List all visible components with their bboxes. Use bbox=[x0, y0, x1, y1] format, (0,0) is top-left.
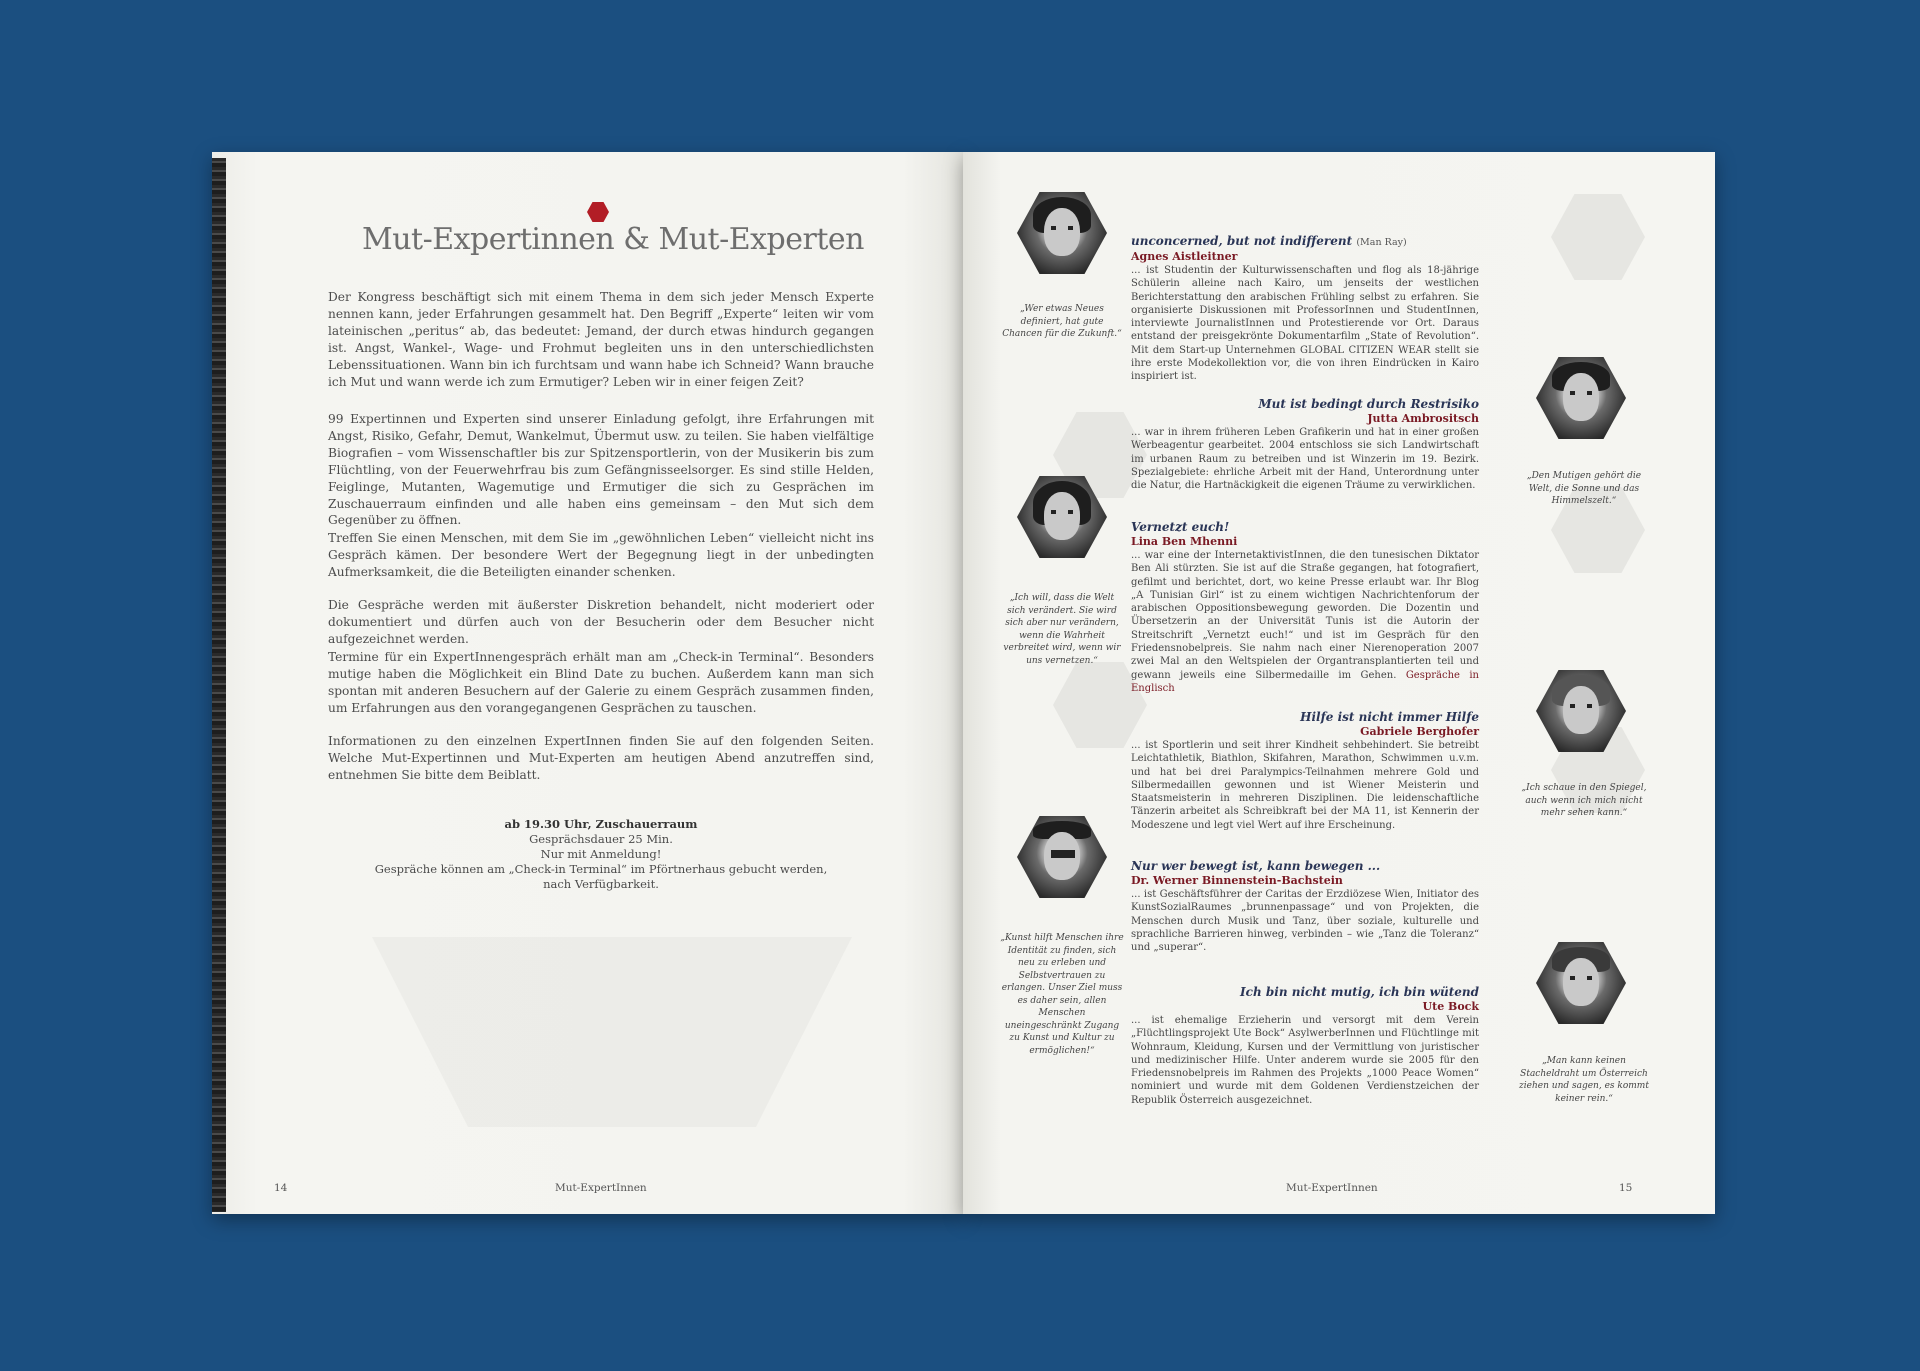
portrait-quote: „Kunst hilft Menschen ihre Identität zu finden, sich neu zu erleben und Selbstvertrauen zu erlangen. Unser Ziel muss es daher sein, allen Menschen uneingeschränkt Zugang zu Kunst und Kultur zu ermöglichen!“ bbox=[1000, 933, 1124, 1056]
entry-headline: unconcerned, but not indifferent bbox=[1131, 234, 1353, 248]
show-through-shape bbox=[372, 937, 852, 1127]
page-number-right: 15 bbox=[1619, 1182, 1633, 1194]
intro-paragraph-1: Der Kongress beschäftigt sich mit einem Thema in dem sich jeder Mensch Experte nennen kann, jeder Erfahrungen gesammelt hat. Den Begriff „Experte“ leiten wir vom lateinischen „peritus“ ab, das bedeutet: Jemand, der durch etwas hindurch gegangen ist. Angst, Wankel-, Wage- und Frohmut begleiten uns in den unterschiedlichsten Lebenssituationen. Wann bin ich furchtsam und wann habe ich Schneid? Wann brauche ich Mut und wann werde ich zum Ermutiger? Leben wir in einer feigen Zeit? bbox=[328, 290, 874, 389]
expert-name: Agnes Aistleitner bbox=[1131, 250, 1238, 263]
intro-paragraph-4: Die Gespräche werden mit äußerster Diskretion behandelt, nicht moderiert oder dokumentiert und dürfen auch von der Besucherin oder dem Besucher nicht aufgezeichnet werden. bbox=[328, 598, 874, 646]
entry-headline: Mut ist bedingt durch Restrisiko bbox=[1258, 397, 1479, 411]
portrait-photo bbox=[1536, 942, 1626, 1024]
expert-name: Ute Bock bbox=[1422, 1000, 1479, 1013]
entry-headline: Nur wer bewegt ist, kann bewegen ... bbox=[1131, 859, 1381, 873]
expert-description: ... war in ihrem früheren Leben Grafikerin und hat in einer großen Werbeagentur gearbeitet. 2004 entschloss sie sich Landwirtschaft im urbanen Raum zu betreiben und ist Winzerin im 19. Bezirk. Spezialgebiete: ehrliche Arbeit mit der Hand, Unterordnung unter die Natur, die Hartnäckigkeit die eigenen Träume zu verwirklichen. bbox=[1131, 427, 1479, 492]
portrait-quote: „Ich will, dass die Welt sich verändert. Sie wird sich aber nur verändern, wenn die Wahrheit verbreitet wird, wenn wir uns vernetzen.“ bbox=[1003, 593, 1121, 666]
intro-paragraph-3: Treffen Sie einen Menschen, mit dem Sie im „gewöhnlichen Leben“ vielleicht nicht ins Gespräch kämen. Der besondere Wert der Begegnung liegt in der unbedingten Aufmerksamkeit, die die Beteiligten einander schenken. bbox=[328, 531, 874, 579]
expert-entry bbox=[1131, 859, 1479, 954]
language-note: Gespräche in Englisch bbox=[1131, 669, 1479, 694]
portrait-quote: „Wer etwas Neues definiert, hat gute Chancen für die Zukunft.“ bbox=[1002, 304, 1122, 339]
entry-headline: Ich bin nicht mutig, ich bin wütend bbox=[1240, 985, 1479, 999]
expert-entry bbox=[1131, 397, 1479, 492]
expert-description: ... ist Studentin der Kulturwissenschaften und flog als 18-jährige Schülerin alleine nach Kairo, um jenseits der westlichen Berichterstattung den arabischen Frühling selbst zu erfahren. Sie organisierte Diskussionen mit ProfessorInnen und StudentInnen, interviewte JournalistInnen und Protestierende vor Ort. Daraus entstand der preisgekrönte Dokumentarfilm „State of Revolution“. Mit dem Start-up Unternehmen GLOBAL CITIZEN WEAR stellt sie ihre erste Modekollektion vor, die von ihren Eindrücken in Kairo inspiriert ist. bbox=[1131, 265, 1479, 383]
event-registration: Nur mit Anmeldung! bbox=[540, 847, 662, 861]
entry-headline: Hilfe ist nicht immer Hilfe bbox=[1300, 710, 1479, 724]
event-booking: Gespräche können am „Check-in Terminal“ im Pförtnerhaus gebucht werden, bbox=[374, 862, 828, 876]
expert-description: ... ist Sportlerin und seit ihrer Kindheit sehbehindert. Sie betreibt Leichtathletik, Biathlon, Skifahren, Marathon, Schwimmen u.v.m. und hat bei drei Paralympics-Teilnahmen mehrere Gold und Silbermedaillen gewonnen und ist Wiener Meisterin und Staatsmeisterin in mehreren Disziplinen. Die leidenschaftliche Tänzerin arbeitet als Schreibkraft bei der MA 11, ist Kennerin der Modeszene und legt viel Wert auf ihre Erscheinung. bbox=[1131, 740, 1479, 831]
portrait-photo bbox=[1536, 357, 1626, 439]
portrait-photo bbox=[1017, 192, 1107, 274]
portrait-photo bbox=[1017, 816, 1107, 898]
running-footer-right: Mut-ExpertInnen bbox=[1286, 1182, 1378, 1194]
event-availability: nach Verfügbarkeit. bbox=[543, 877, 659, 891]
show-through-hexagon bbox=[1551, 194, 1645, 280]
expert-name: Lina Ben Mhenni bbox=[1131, 535, 1238, 548]
right-page bbox=[963, 152, 1715, 1214]
portrait-quote: „Ich schaue in den Spiegel, auch wenn ich mich nicht mehr sehen kann.“ bbox=[1521, 783, 1647, 818]
event-time-place: ab 19.30 Uhr, Zuschauerraum bbox=[504, 817, 698, 831]
event-duration: Gesprächsdauer 25 Min. bbox=[529, 832, 673, 846]
expert-name: Dr. Werner Binnenstein-Bachstein bbox=[1131, 874, 1343, 887]
page-number-left: 14 bbox=[274, 1182, 288, 1194]
page-edge-photo-strip bbox=[212, 158, 226, 1212]
expert-entry bbox=[1131, 985, 1479, 1107]
expert-entry bbox=[1131, 520, 1479, 695]
expert-entry bbox=[1131, 234, 1479, 384]
entry-headline-source: (Man Ray) bbox=[1356, 237, 1407, 248]
portrait-quote: „Man kann keinen Stacheldraht um Österreich ziehen und sagen, es kommt keiner rein.“ bbox=[1519, 1056, 1649, 1104]
red-hexagon-icon bbox=[587, 202, 609, 222]
intro-paragraph-2: 99 Expertinnen und Experten sind unserer Einladung gefolgt, ihre Erfahrungen mit Angst, Risiko, Gefahr, Demut, Wankelmut, Übermut usw. zu teilen. Sie haben vielfältige Biografien – vom Wissenschaftler bis zur Spitzensportlerin, von der Musikerin bis zum Flüchtling, von der Feuerwehrfrau bis zum Gefängnisseelsorger. Es sind stille Helden, Feiglinge, Mutanten, Wagemutige und Ermutiger die sich zu Gesprächen im Zuschauerraum einfinden und alle haben eins gemeinsam – den Mut sich dem Gegenüber zu öffnen. bbox=[328, 412, 874, 528]
magazine-spread bbox=[212, 152, 1715, 1214]
expert-description: ... war eine der InternetaktivistInnen, die den tunesischen Diktator Ben Ali stürzten. Sie ist auf die Straße gegangen, hat fotografiert, gefilmt und berichtet, dort, wo keine Presse erlaubt war. Ihr Blog „A Tunisian Girl“ ist zu einem wichtigen Nachrichtenforum der arabischen Oppositionsbewegung geworden. Die Dozentin und Übersetzerin an der Universität Tunis ist die Autorin der Streitschrift „Vernetzt euch!“ und ist im Gespräch für den Friedensnobelpreis. Sie nahm nach einer Nierenoperation 2007 zwei Mal an den Weltspielen der Organtransplantierten teil und gewann jeweils eine Silbermedaille im Gehen. bbox=[1131, 550, 1479, 681]
intro-paragraph-5: Termine für ein ExpertInnengespräch erhält man am „Check-in Terminal“. Besonders mutige haben die Möglichkeit ein Blind Date zu buchen. Außerdem kann man sich spontan mit anderen Besuchern auf der Galerie zu einem Gespräch zusammen finden, um Erfahrungen aus den vorangegangenen Gesprächen zu tauschen. bbox=[328, 650, 874, 715]
event-info bbox=[328, 817, 874, 892]
expert-description: ... ist ehemalige Erzieherin und versorgt mit dem Verein „Flüchtlingsprojekt Ute Bock“ AsylwerberInnen und Flüchtlinge mit Wohnraum, Kleidung, Kursen und der Vermittlung von juristischer und medizinischer Hilfe. Unter anderem wurde sie 2005 für den Friedensnobelpreis im Rahmen des Projekts „1000 Peace Women“ nominiert und wurde mit dem Goldenen Verdienstzeichen der Republik Österreich ausgezeichnet. bbox=[1131, 1015, 1479, 1106]
expert-name: Jutta Ambrositsch bbox=[1367, 412, 1479, 425]
entry-headline: Vernetzt euch! bbox=[1131, 520, 1230, 534]
expert-description: ... ist Geschäftsführer der Caritas der Erzdiözese Wien, Initiator des KunstSozialRaumes „brunnenpassage“ und von Projekten, die Menschen durch Musik und Tanz, über soziale, kulturelle und sprachliche Barrieren hinweg, verbinden – wie „Tanz die Toleranz“ und „superar“. bbox=[1131, 889, 1479, 954]
intro-paragraph-6: Informationen zu den einzelnen ExpertInnen finden Sie auf den folgenden Seiten. Welche Mut-Expertinnen und Mut-Experten am heutigen Abend anzutreffen sind, entnehmen Sie bitte dem Beiblatt. bbox=[328, 734, 874, 782]
expert-entry bbox=[1131, 710, 1479, 832]
running-footer-left: Mut-ExpertInnen bbox=[555, 1182, 647, 1194]
portrait-quote: „Den Mutigen gehört die Welt, die Sonne und das Himmelszelt.“ bbox=[1526, 471, 1642, 506]
page-title: Mut-Expertinnen & Mut-Experten bbox=[362, 222, 864, 257]
expert-name: Gabriele Berghofer bbox=[1360, 725, 1479, 738]
left-page bbox=[212, 152, 963, 1214]
